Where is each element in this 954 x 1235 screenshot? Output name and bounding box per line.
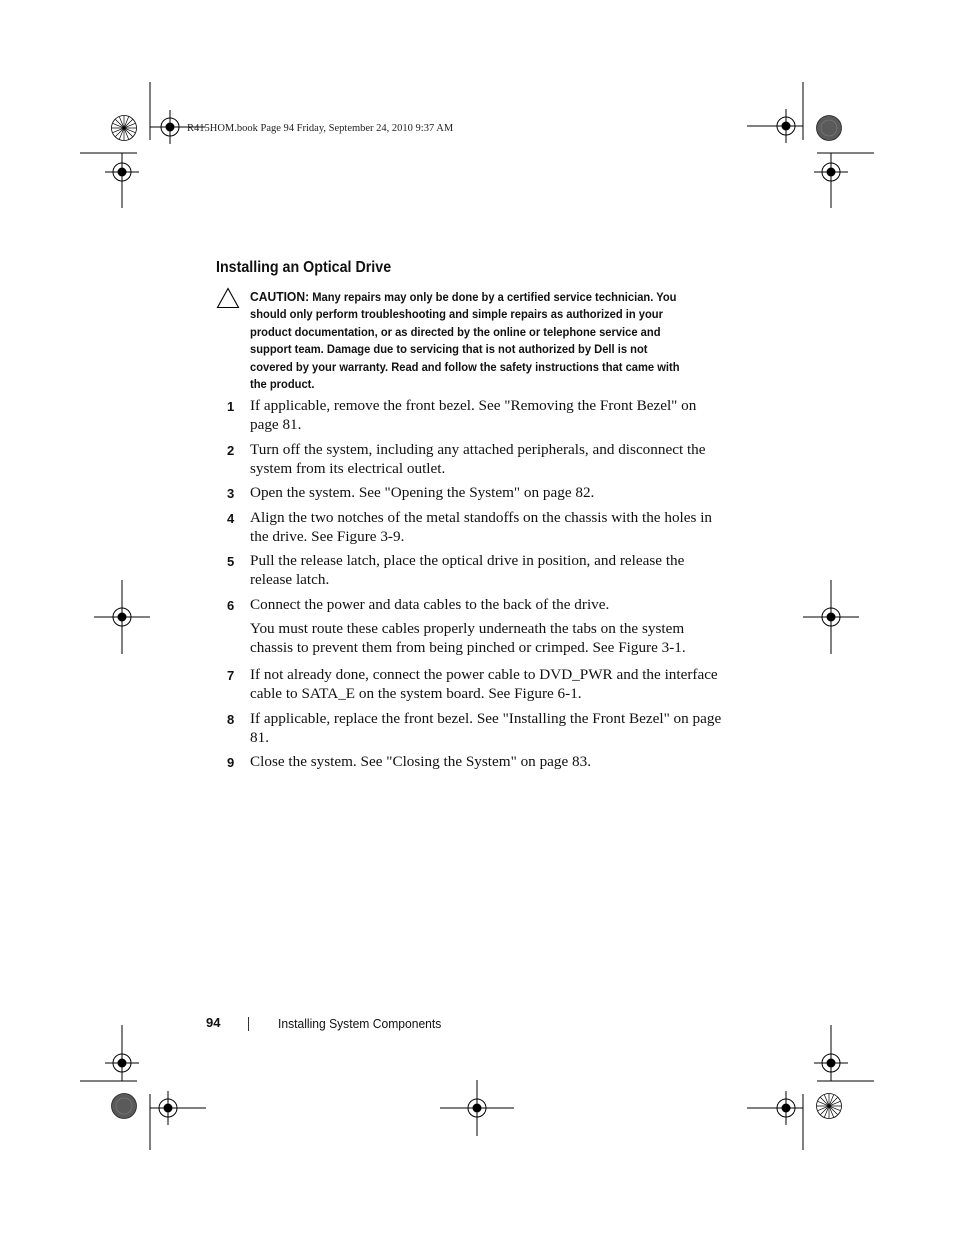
footer-section-title: Installing System Components xyxy=(278,1016,442,1031)
step-text: Align the two notches of the metal standoffs on the chassis with the holes in the drive. See Figure 3-9. xyxy=(250,508,713,545)
caution-triangle-icon xyxy=(216,287,240,309)
step-number: 8 xyxy=(227,711,235,727)
step-number: 6 xyxy=(227,597,235,613)
star-target-icon xyxy=(817,1094,842,1119)
step-item xyxy=(222,752,722,771)
step-number: 9 xyxy=(227,755,235,770)
caution-notice xyxy=(250,288,687,393)
step-text: If not already done, connect the power cable to DVD_PWR and the interface cable to SATA_E on the system board. See Figure 6-1. xyxy=(250,666,718,702)
step-item xyxy=(222,595,722,614)
caution-label: CAUTION: xyxy=(250,289,310,304)
step-text: Connect the power and data cables to the back of the drive. xyxy=(250,595,610,613)
step-text: Turn off the system, including any attached peripherals, and disconnect the system from its electrical outlet. xyxy=(250,440,706,477)
star-target-icon xyxy=(112,116,137,141)
step-text: Close the system. See "Closing the System" on page 83. xyxy=(250,753,592,770)
procedure-steps xyxy=(222,396,722,777)
step-number: 4 xyxy=(227,510,235,526)
step-item xyxy=(222,665,722,703)
step-number: 1 xyxy=(227,399,235,414)
step-6-note: You must route these cables properly underneath the tabs on the system chassis to prevent them from being pinched or crimped. See Figure 3-1. xyxy=(250,620,686,656)
step-item xyxy=(222,508,722,546)
step-text: If applicable, replace the front bezel. See "Installing the Front Bezel" on page 81. xyxy=(250,709,722,746)
step-item xyxy=(222,396,722,434)
section-heading: Installing an Optical Drive xyxy=(216,259,392,276)
step-number: 3 xyxy=(227,486,235,501)
print-slug-line: R415HOM.book Page 94 Friday, September 24, 2010 9:37 AM xyxy=(187,123,454,134)
gray-target-icon xyxy=(817,116,842,141)
step-number: 5 xyxy=(227,554,235,569)
footer-divider xyxy=(248,1017,249,1031)
page-number: 94 xyxy=(206,1015,221,1030)
gray-target-icon xyxy=(112,1094,137,1119)
step-number: 7 xyxy=(227,668,235,683)
step-text: Open the system. See "Opening the System" on page 82. xyxy=(250,484,595,501)
step-text: If applicable, remove the front bezel. See "Removing the Front Bezel" on page 81. xyxy=(250,397,697,433)
step-item xyxy=(222,483,722,502)
step-number: 2 xyxy=(227,442,235,458)
step-item xyxy=(222,709,722,747)
step-text: Pull the release latch, place the optical drive in position, and release the release latch. xyxy=(250,552,685,588)
step-item xyxy=(222,440,722,478)
step-item xyxy=(222,551,722,589)
caution-text: Many repairs may only be done by a certified service technician. You should only perform troubleshooting and simple repairs as authorized in your product documentation, or as directed by the online or telephone service and support team. Damage due to servicing that is not authorized by Dell is not covered by your warranty. Read and follow the safety instructions that came with the product. xyxy=(250,290,680,392)
